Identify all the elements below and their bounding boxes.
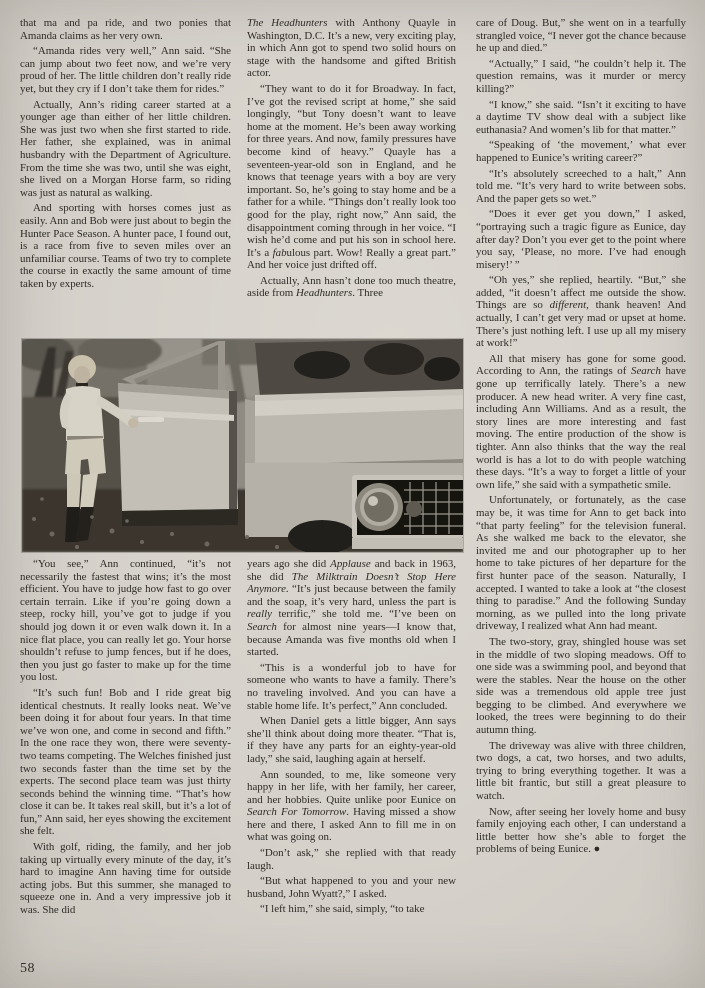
truck bbox=[245, 339, 463, 552]
column-right bbox=[476, 17, 686, 977]
photo-ann-beside-truck bbox=[22, 339, 463, 552]
paragraph: “They want to do it for Broadway. In fact, I’ve got the revised script at home,” she said longingly, “but Tony doesn’t want to leave home at the moment. He’s been away working for three years. And now, family pressures have become kind of heavy.” Quayle has a seventeen-year-old son in England, and he knows that teenage years with a boy are very important. So, he’s going to stay home and be a father for a while. “Things don’t really look too good for the play, right now,” Ann said, the disappointment coming through in her voice. “I wish he’d come and put his son in school here. It’s a fabulous part. Wow! Really a great part.” And her voice just drifted off. bbox=[247, 82, 456, 272]
paragraph: The two-story, gray, shingled house was set in the middle of two sloping meadows. Off to one side was a swimming pool, and beyond that were the stables. Near the house on the other side was a tremendous old apple tree just begging to be climbed. And everywhere we looked, the trees were beginning to do their autumn thing. bbox=[476, 635, 686, 737]
column-right-blocks bbox=[476, 17, 686, 856]
column-middle-bottom bbox=[247, 558, 456, 919]
column-left-bottom bbox=[20, 558, 231, 920]
paragraph: “Speaking of ‘the movement,’ what ever happened to Eunice’s writing career?” bbox=[476, 139, 686, 164]
paragraph: “It’s absolutely screeched to a halt,” Ann told me. “It’s very hard to write between sobs. And the paper gets so wet.” bbox=[476, 167, 686, 205]
paragraph: When Daniel gets a little bigger, Ann says she’ll think about doing more theater. “That is, if they have any parts for an eighty-year-old lady,” she said, laughing again at herself. bbox=[247, 715, 456, 765]
paragraph: Ann sounded, to me, like someone very happy in her life, with her family, her career, and her hobbies. Quite unlike poor Eunice on Search For Tomorrow. Having missed a show here and there, I asked Ann to fill me in on what was going on. bbox=[247, 768, 456, 844]
paragraph: All that misery has gone for some good. According to Ann, the ratings of Search have gone up terrifically lately. There’s a new producer. A new head writer. A very fine cast, including Ann Williams. And as a result, the story lines are more interesting and fast moving. The entire production of the show is tighter. Ann also thinks that the way the real world is has a lot to do with people watching these days. “It’s a way to forget a little of your own life,” she said with a sympathetic smile. bbox=[476, 352, 687, 491]
paragraph: “I know,” she said. “Isn’t it exciting to have a daytime TV show deal with a subject like euthanasia? And women’s lib for that matter.” bbox=[476, 98, 686, 136]
paragraph: “Amanda rides very well,” Ann said. “She can jump about two feet now, and we’re very proud of her. The little children don’t really ride yet, but they cry if I don’t take them for rides.” bbox=[20, 45, 231, 95]
paragraph: Unfortunately, or fortunately, as the case may be, it was time for Ann to get back into “that party feeling” for the television funeral. As she walked me back to the elevator, she invited me and our photographer up to her home to take pictures of her departure for the first hunter pace of the season. Naturally, I accepted. I wanted to take a look at “the closest thing to paradise.” And the following Sunday morning, as we pulled into the long private driveway, I realized what Ann had meant. bbox=[476, 494, 686, 633]
paragraph: “This is a wonderful job to have for someone who wants to have a family. There’s no traveling involved. And you can have a stable home life. It’s perfect,” Ann concluded. bbox=[247, 661, 456, 712]
paragraph: “Does it ever get you down,” I asked, “portraying such a tragic figure as Eunice, day after day? Don’t you ever get to the point where you say, ‘Please, no more. I’ve had enough misery!’ ” bbox=[476, 208, 686, 271]
paragraph: “Oh yes,” she replied, heartily. “But,” she added, “it doesn’t affect me outside the show. Things are so different, thank heaven! And actually, I can’t get very mad or upset at home. There’s just nothing left. I use up all my misery at work!” bbox=[476, 274, 686, 350]
column-left-top bbox=[20, 17, 231, 293]
paragraph: “I left him,” she said, simply, “to take bbox=[260, 903, 425, 916]
paragraph: “It’s such fun! Bob and I ride great big identical chestnuts. It really looks neat. We’ve been doing it for about four years. In that time we’ve won one, and come in second and fifth.” In the one race they won, there were seventy-two teams competing. The Welches finished just two seconds faster than the time set by the experts. The second place team was just thirty seconds behind the winning time. “That’s how close it can be. It takes real skill, but it’s a lot of fun,” Ann said, her eyes showing the excitement she felt. bbox=[20, 686, 231, 838]
photo-illustration bbox=[22, 339, 463, 552]
paragraph: “You see,” Ann continued, “it’s not necessarily the fastest that wins; it’s the most efficient. You have to judge how fast to go over certain terrain. Like if you’re going down a steep, rocky hill, you’ve got to judge if you should jog down it or even walk down it. In a nice flat place, you can really let go. Your horse shouldn’t refuse to jump fences, but if he does, then you just go faster to make up for the time you lost. bbox=[20, 558, 231, 684]
paragraph: Actually, Ann hasn’t done too much theatre, aside from Headhunters. Three bbox=[247, 274, 456, 300]
door-handle-icon bbox=[138, 417, 164, 422]
paragraph: “But what happened to you and your new husband, John Wyatt?,” I asked. bbox=[247, 875, 456, 900]
column-middle-top bbox=[247, 17, 456, 303]
paragraph: Actually, Ann’s riding career started at a younger age than either of her little children. She was just two when she first started to ride. Her father, she explained, was in animal husbandry with the Department of Agriculture. From the time she was two, until she was eight, she lived on a Morgan Horse farm, so riding was just as natural as walking. bbox=[20, 98, 231, 199]
paragraph: care of Doug. But,” she went on in a tearfully strangled voice, “I never got the chance because he up and died.” bbox=[476, 17, 686, 55]
paragraph: that ma and pa ride, and two ponies that Amanda claims as her very own. bbox=[20, 17, 231, 42]
paragraph: The driveway was alive with three children, two dogs, a cat, two horses, and two adults, trying to bring everything together. It was a little bit frantic, but still a great pleasure to watch. bbox=[476, 739, 686, 803]
paragraph: “Actually,” I said, “he couldn’t help it. The question remains, was it murder or mercy killing?” bbox=[476, 57, 686, 95]
paragraph: And sporting with horses comes just as easily. Ann and Bob were just about to begin the Hunter Pace Season. A hunter pace, I found out, is a race from five to seven miles over an unfamiliar course. Teams of two try to complete the course in exactly the same amount of time taken by experts. bbox=[20, 202, 231, 290]
paragraph: “Don’t ask,” she replied with that ready laugh. bbox=[247, 847, 456, 872]
paragraph: The Headhunters with Anthony Quayle in Washington, D.C. It’s a new, very exciting play, in which Ann got to spend two solid hours on stage with the handsome and gifted British actor. bbox=[247, 17, 456, 80]
paragraph: years ago she did Applause and back in 1963, she did The Milktrain Doesn’t Stop Here Anymore. “It’s just because between the family and the soap, it’s very hard, unless the part is really terrific,” she told me. “I’ve been on Search for almost nine years—I know that, because Amanda was five months old when I started. bbox=[247, 558, 456, 659]
page-number: 58 bbox=[20, 961, 35, 976]
paragraph: With golf, riding, the family, and her job taking up virtually every minute of the day, it’s hard to imagine Ann having time for outside acting jobs. But this summer, she managed to squeeze one in. And a very impressive job it was. She did bbox=[20, 841, 231, 917]
paragraph: Now, after seeing her lovely home and busy family enjoying each other, I can understand a little better how she’s able to forget the problems of being Eunice. ● bbox=[476, 805, 686, 856]
